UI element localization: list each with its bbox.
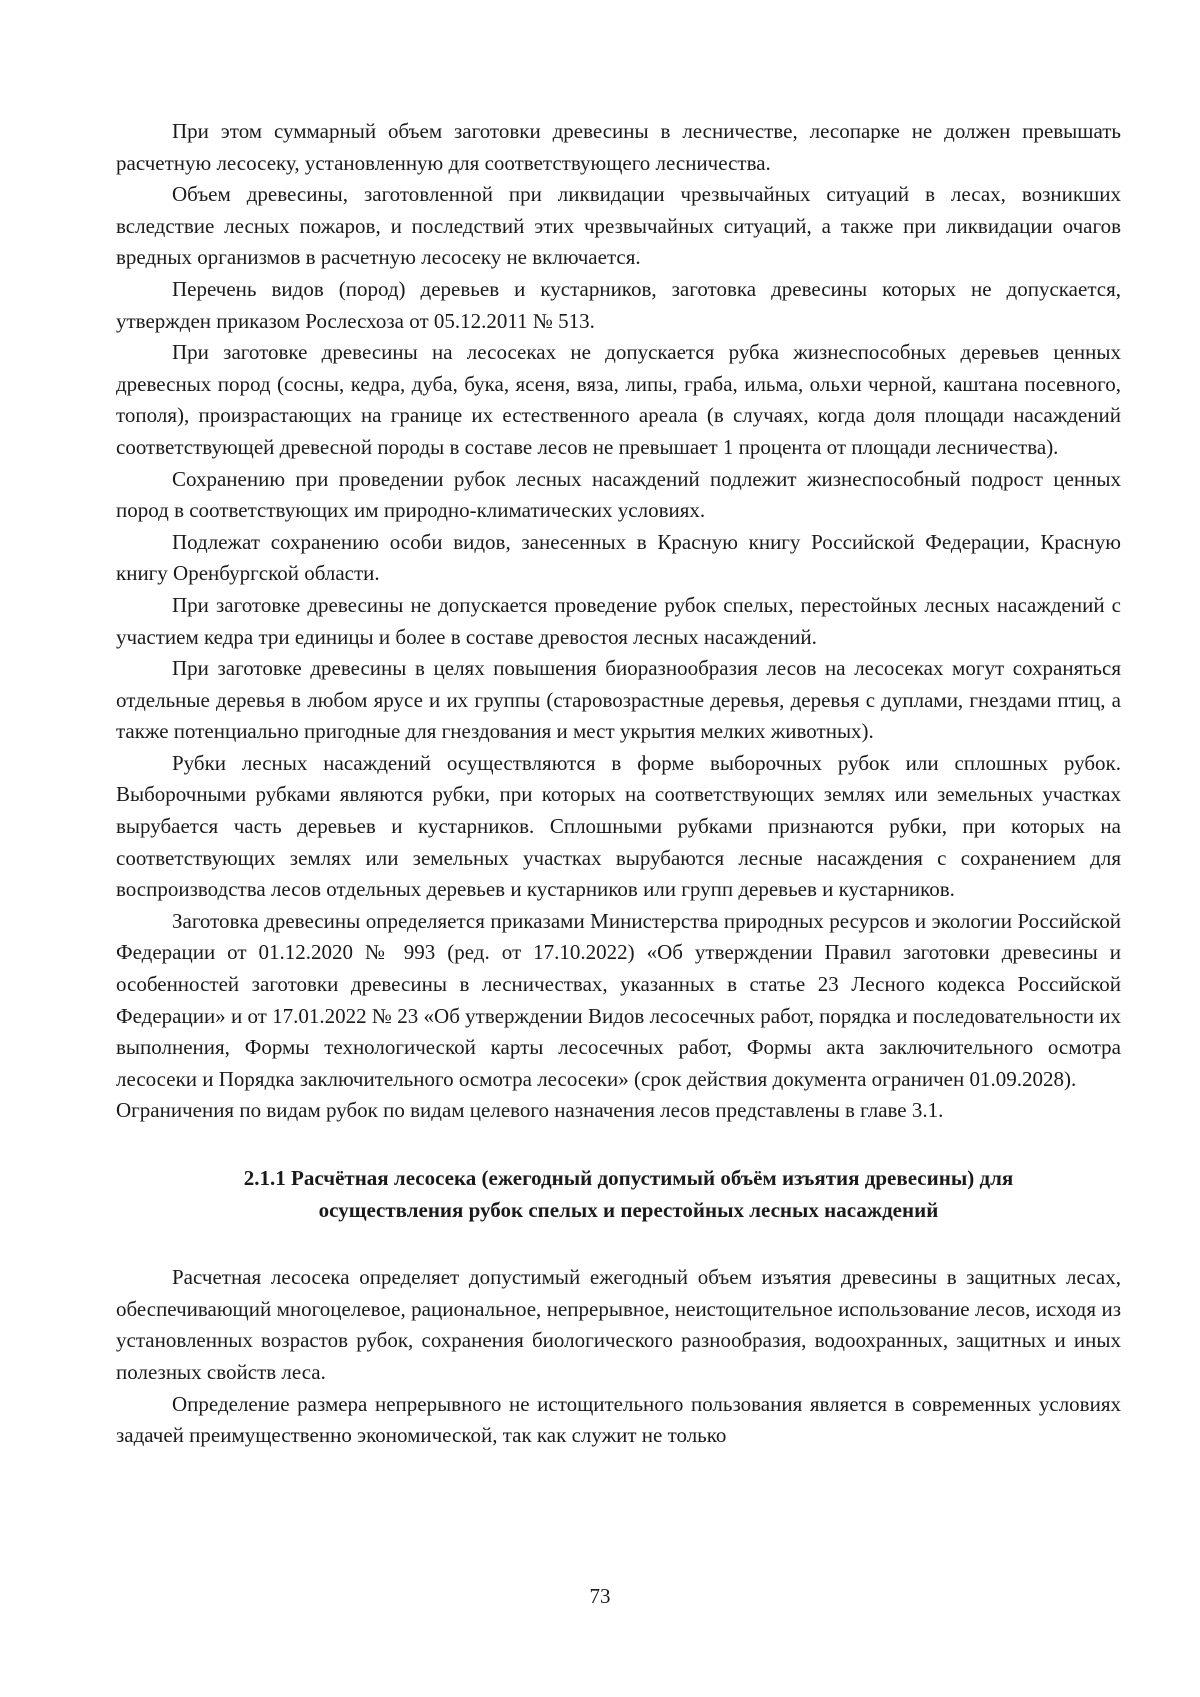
paragraph-undergrowth: Сохранению при проведении рубок лесных насаждений подлежит жизнеспособный подрост ценных пород в соответствующих им природно-климатических условиях. — [116, 466, 1121, 523]
paragraph-cedar: При заготовке древесины не допускается проведение рубок спелых, перестойных лесных насаждений с участием кедра три единицы и более в составе древостоя лесных насаждений. — [116, 592, 1121, 649]
paragraph-orders: Заготовка древесины определяется приказами Министерства природных ресурсов и экологии Российской Федерации от 01.12.2020 № 993 (ред. от 17.10.2022) «Об утверждении Правил заготовки древесины и особенностей заготовки древесины в лесничествах, указанных в статье 23 Лесного кодекса Российской Федерации» и от 17.01.2022 № 23 «Об утверждении Видов лесосечных работ, порядка и последовательности их выполнения, Формы технологической карты лесосечных работ, Формы акта заключительного осмотра лесосеки и Порядка заключительного осмотра лесосеки» (срок действия документа ограничен 01.09.2028). — [116, 908, 1121, 1091]
paragraph-felling-forms: Рубки лесных насаждений осуществляются в форме выборочных рубок или сплошных рубок. Выборочными рубками являются рубки, при которых на соответствующих землях или земельных участках вырубается часть деревьев и кустарников. Сплошными рубками признаются рубки, при которых на соответствующих землях или земельных участках вырубаются лесные насаждения с сохранением для воспроизводства лесов отдельных деревьев и кустарников или групп деревьев и кустарников. — [116, 750, 1121, 902]
paragraph-emergency-volume: Объем древесины, заготовленной при ликвидации чрезвычайных ситуаций в лесах, возникших вследствие лесных пожаров, и последствий этих чрезвычайных ситуаций, а также при ликвидации очагов вредных организмов в расчетную лесосеку не включается. — [116, 182, 1121, 270]
section-heading-line-1: 2.1.1 Расчётная лесосека (ежегодный допустимый объём изъятия древесины) для — [243, 1166, 1014, 1190]
paragraph-total-volume: При этом суммарный объем заготовки древесины в лесничестве, лесопарке не должен превышать расчетную лесосеку, установленную для соответствующего лесничества. — [116, 119, 1121, 175]
paragraph-valuable-species: При заготовке древесины на лесосеках не допускается рубка жизнеспособных деревьев ценных древесных пород (сосны, кедра, дуба, бука, ясеня, вяза, липы, граба, ильма, ольхи черной, каштана посевного, тополя), произрастающих на границе их естественного ареала (в случаях, когда доля площади насаждений соответствующей древесной породы в составе лесов не превышает 1 процента от площади лесничества). — [116, 340, 1121, 459]
paragraph-sustainable-use: Определение размера непрерывного не истощительного пользования является в современных условиях задачей преимущественно экономической, так как служит не только — [116, 1391, 1121, 1448]
paragraph-biodiversity: При заготовке древесины в целях повышения биоразнообразия лесов на лесосеках могут сохраняться отдельные деревья в любом ярусе и их группы (старовозрастные деревья, деревья с дуплами, гнездами птиц, а также потенциально пригодные для гнездования и мест укрытия мелких животных). — [116, 656, 1121, 744]
page-number: 73 — [589, 1584, 611, 1608]
document-body — [116, 116, 1121, 1452]
section-heading-line-2: осуществления рубок спелых и перестойных лесных насаждений — [318, 1197, 939, 1222]
section-heading — [116, 1163, 1121, 1226]
paragraph-red-book: Подлежат сохранению особи видов, занесенных в Красную книгу Российской Федерации, Красную книгу Оренбургской области. — [116, 529, 1121, 586]
paragraph-species-list: Перечень видов (пород) деревьев и кустарников, заготовка древесины которых не допускается, утвержден приказом Рослесхоза от 05.12.2011 № 513. — [116, 276, 1121, 333]
paragraph-note: Ограничения по видам рубок по видам целевого назначения лесов представлены в главе 3.1. — [116, 1098, 944, 1123]
paragraph-allowable-cut: Расчетная лесосека определяет допустимый ежегодный объем изъятия древесины в защитных лесах, обеспечивающий многоцелевое, рациональное, непрерывное, неистощительное использование лесов, исходя из установленных возрастов рубок, сохранения биологического разнообразия, водоохранных, защитных и иных полезных свойств леса. — [116, 1265, 1121, 1384]
